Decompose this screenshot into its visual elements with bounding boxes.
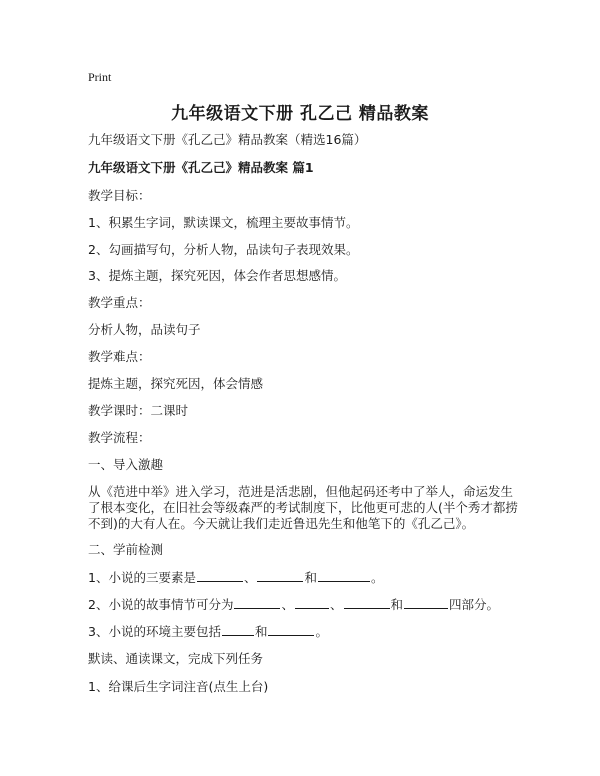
goal-item-3: 3、提炼主题，探究死因，体会作者思想感情。 <box>88 268 346 283</box>
question-3-end: 。 <box>315 624 328 639</box>
question-1-prefix: 1、小说的三要素是 <box>88 570 196 585</box>
question-3 <box>88 623 328 640</box>
question-2-sep: 、 <box>281 597 294 612</box>
step1-heading: 一、导入激趣 <box>88 457 164 472</box>
section-heading: 九年级语文下册《孔乙己》精品教案 篇1 <box>88 160 314 175</box>
subtitle: 九年级语文下册《孔乙己》精品教案（精选16篇） <box>88 132 367 147</box>
goal-item-2: 2、勾画描写句，分析人物，品读句子表现效果。 <box>88 242 359 257</box>
answer-blank <box>257 569 303 582</box>
answer-blank <box>222 623 254 636</box>
task-line: 默读、通读课文，完成下列任务 <box>88 651 264 666</box>
answer-blank <box>344 596 390 609</box>
question-3-sep: 和 <box>254 624 268 639</box>
question-1-end: 。 <box>371 570 384 585</box>
goal-item-1: 1、积累生字词，默读课文，梳理主要故事情节。 <box>88 215 359 230</box>
answer-blank <box>404 596 448 609</box>
key-points-text: 分析人物，品读句子 <box>88 322 201 337</box>
key-points-label: 教学重点： <box>88 295 151 310</box>
process-label: 教学流程： <box>88 430 151 445</box>
answer-blank <box>295 596 329 609</box>
question-1-sep: 、 <box>243 570 257 585</box>
difficulty-label: 教学难点： <box>88 349 151 364</box>
question-2-sep: 、 <box>329 597 343 612</box>
task-item-1: 1、给课后生字词注音(点生上台) <box>88 679 269 694</box>
step2-heading: 二、学前检测 <box>88 542 164 557</box>
print-link[interactable]: Print <box>88 70 112 84</box>
goals-label: 教学目标： <box>88 188 151 203</box>
step1-paragraph: 从《范进中举》进入学习，范进是活悲剧，但他起码还考中了举人，命运发生了根本变化，在旧社会等级森严的考试制度下，比他更可悲的人(半个秀才都捞不到)的大有人在。今天就让我们走近鲁迅先生和他笔下的《孔乙己》。 <box>88 484 518 531</box>
answer-blank <box>318 569 370 582</box>
page-title: 九年级语文下册 孔乙己 精品教案 <box>171 104 429 124</box>
answer-blank <box>197 569 243 582</box>
question-3-prefix: 3、小说的环境主要包括 <box>88 624 221 639</box>
answer-blank <box>268 623 314 636</box>
question-2 <box>88 596 499 613</box>
question-2-prefix: 2、小说的故事情节可分为 <box>88 597 234 612</box>
question-2-end: 四部分。 <box>449 597 500 612</box>
class-hours: 教学课时：二课时 <box>88 403 189 418</box>
answer-blank <box>234 596 280 609</box>
difficulty-text: 提炼主题，探究死因，体会情感 <box>88 376 264 391</box>
question-2-sep: 和 <box>390 597 404 612</box>
question-1-sep: 和 <box>304 570 317 585</box>
question-1 <box>88 569 384 586</box>
